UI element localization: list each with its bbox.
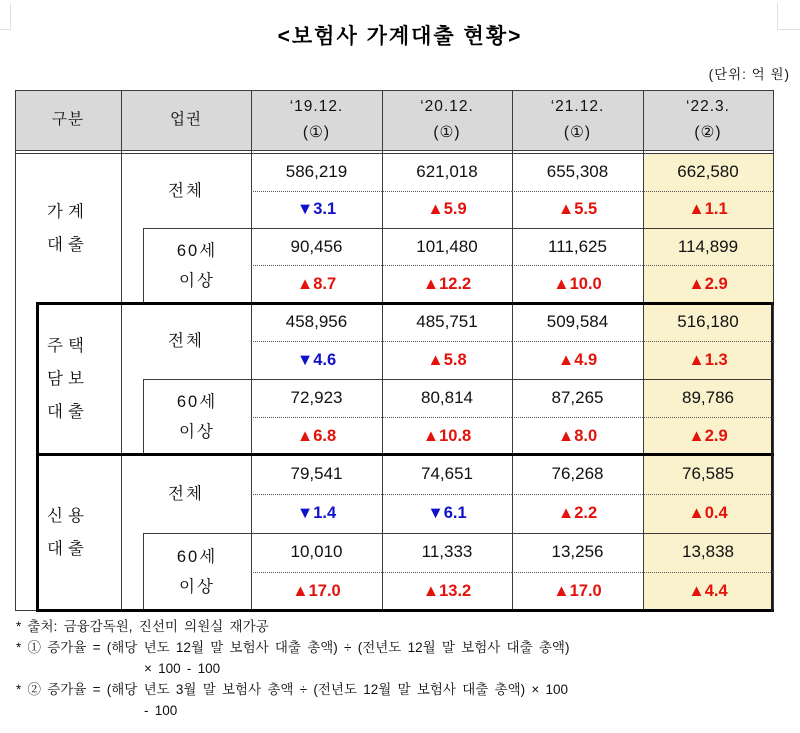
value-text: 586,219 — [251, 154, 382, 192]
data-cell — [512, 455, 643, 533]
data-cell — [251, 455, 382, 533]
loan-table — [15, 90, 774, 613]
value-text: 621,018 — [382, 154, 512, 192]
change-text: ▲17.0 — [292, 582, 341, 601]
data-cell — [251, 533, 382, 611]
change-text: ▼4.6 — [296, 350, 337, 369]
data-cell — [382, 379, 512, 455]
change-text: ▲8.0 — [557, 426, 598, 445]
change-text: ▲5.8 — [427, 350, 467, 369]
data-cell-highlight — [643, 455, 773, 533]
data-cell — [382, 154, 512, 228]
value-text: 509,584 — [512, 303, 643, 342]
category-cell-mortgage-loan: 주택 담보 대출 — [47, 336, 89, 421]
change-text: ▼3.1 — [296, 200, 337, 219]
sector-label-total: 전체 — [168, 182, 204, 200]
value-text: 111,625 — [512, 228, 643, 266]
sector-label-total: 전체 — [168, 485, 204, 503]
sector-label-over60: 60세 이상 — [176, 548, 218, 596]
data-cell-highlight — [643, 303, 773, 379]
data-cell — [512, 228, 643, 303]
category-cell-household-loan: 가계 대출 — [47, 202, 89, 254]
change-text: ▲5.9 — [427, 200, 467, 219]
change-text: ▲2.9 — [688, 426, 728, 445]
data-cell-highlight — [643, 379, 773, 455]
value-text: 101,480 — [382, 228, 512, 266]
value-text: 76,585 — [643, 455, 773, 495]
value-text: 87,265 — [512, 379, 643, 418]
page-title: <보험사 가계대출 현황> — [277, 25, 523, 48]
value-text: 11,333 — [382, 533, 512, 573]
value-text: 114,899 — [643, 228, 773, 266]
value-text: 80,814 — [382, 379, 512, 418]
footnote-source: * 출처: 금융감독원, 진선미 의원실 재가공 — [16, 619, 269, 634]
data-cell-highlight — [643, 533, 773, 611]
data-cell — [382, 228, 512, 303]
value-text: 458,956 — [251, 303, 382, 342]
data-cell — [512, 154, 643, 228]
data-cell-highlight — [643, 154, 773, 228]
value-text: 90,456 — [251, 228, 382, 266]
data-cell — [251, 303, 382, 379]
header-cell-sector: 업권 — [170, 111, 202, 128]
unit-note: (단위: 억 원) — [708, 67, 790, 82]
data-cell — [382, 533, 512, 611]
change-text: ▲4.9 — [557, 350, 598, 369]
data-cell — [382, 455, 512, 533]
change-text: ▲4.4 — [688, 582, 728, 601]
value-text: 516,180 — [643, 303, 773, 342]
change-text: ▲10.8 — [422, 426, 472, 445]
header-cell-period-2112: ‘21.12. (①) — [550, 98, 605, 141]
footnote-formula-1: * ① 증가율 = (해당 년도 12월 말 보험사 대출 총액) ÷ (전년도 12월 말 보험사 대출 총액) — [16, 640, 570, 655]
change-text: ▲2.2 — [557, 504, 598, 523]
change-text: ▲5.5 — [557, 200, 598, 219]
change-text: ▲13.2 — [422, 582, 472, 601]
data-cell — [512, 303, 643, 379]
value-text: 72,923 — [251, 379, 382, 418]
grid-line — [773, 90, 774, 611]
header-cell-period-2203: ‘22.3. (②) — [686, 98, 730, 141]
change-text: ▲10.0 — [553, 275, 602, 293]
footnote-formula-2: * ② 증가율 = (해당 년도 3월 말 보험사 총액 ÷ (전년도 12월 말 보험사 대출 총액) × 100 — [16, 682, 569, 697]
data-cell — [382, 303, 512, 379]
data-cell — [251, 379, 382, 455]
data-cell-highlight — [643, 228, 773, 303]
footnotes — [16, 616, 794, 721]
change-text: ▼6.1 — [427, 504, 467, 523]
value-text: 13,256 — [512, 533, 643, 573]
change-text: ▲8.7 — [296, 275, 337, 293]
value-text: 89,786 — [643, 379, 773, 418]
value-text: 76,268 — [512, 455, 643, 495]
sector-label-over60: 60세 이상 — [176, 393, 218, 441]
footnote-formula-2-cont: - 100 — [144, 703, 178, 718]
data-cell — [512, 533, 643, 611]
header-cell-period-2012: ‘20.12. (①) — [420, 98, 474, 141]
header-cell-period-1912: ‘19.12. (①) — [289, 98, 344, 141]
change-text: ▲1.1 — [688, 200, 728, 219]
change-text: ▲12.2 — [422, 275, 472, 293]
value-text: 74,651 — [382, 455, 512, 495]
change-text: ▲6.8 — [296, 426, 337, 445]
value-text: 655,308 — [512, 154, 643, 192]
value-text: 79,541 — [251, 455, 382, 495]
change-text: ▲1.3 — [688, 350, 728, 369]
footnote-formula-1-cont: × 100 - 100 — [144, 661, 221, 676]
value-text: 10,010 — [251, 533, 382, 573]
change-text: ▲17.0 — [553, 582, 602, 601]
category-cell-credit-loan: 신용 대출 — [47, 507, 89, 558]
data-cell — [251, 154, 382, 228]
change-text: ▼1.4 — [296, 504, 337, 523]
value-text: 13,838 — [643, 533, 773, 573]
data-cell — [251, 228, 382, 303]
value-text: 485,751 — [382, 303, 512, 342]
sector-label-over60: 60세 이상 — [176, 241, 218, 290]
change-text: ▲0.4 — [688, 504, 728, 523]
value-text: 662,580 — [643, 154, 773, 192]
sector-label-total: 전체 — [168, 332, 204, 350]
header-cell-category: 구분 — [52, 111, 84, 128]
data-cell — [512, 379, 643, 455]
grid-line — [15, 150, 774, 151]
change-text: ▲2.9 — [688, 275, 728, 293]
